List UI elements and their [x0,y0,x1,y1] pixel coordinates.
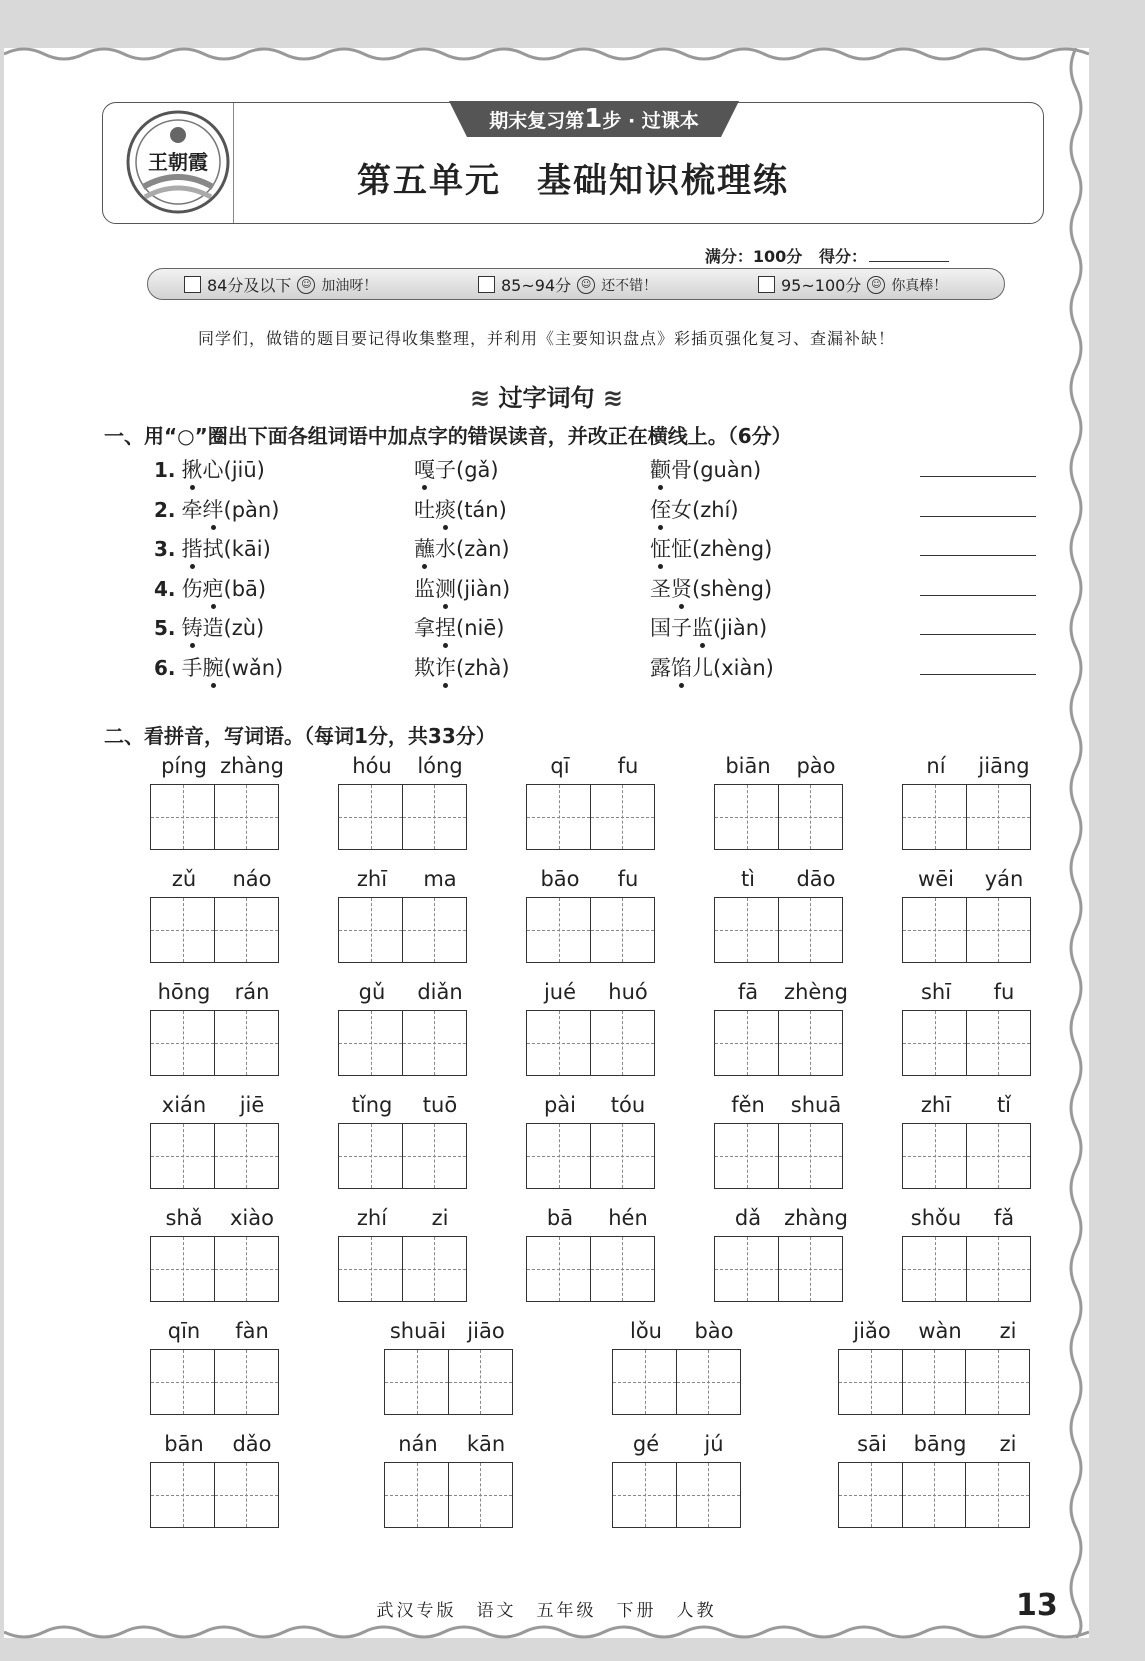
tianzige-box[interactable] [965,1462,1030,1528]
question-1-title: 一、用“○”圈出下面各组词语中加点字的错误读音，并改正在横线上。（6分） [104,424,792,448]
writing-grid [150,1123,277,1189]
word-item [154,494,279,524]
question-2-title: 二、看拼音，写词语。（每词1分，共33分） [104,724,496,748]
pinyin-syllable: dǎo [232,1432,272,1456]
dotted-character: 怔 [650,533,671,563]
writing-grid [902,1010,1029,1076]
word-text: 伤 [181,576,203,601]
writing-grid [338,784,465,850]
answer-line[interactable] [920,634,1036,635]
pinyin-syllable: fàn [235,1319,269,1343]
pinyin-syllable: bāng [913,1432,967,1456]
pinyin-syllable: zhī [356,867,388,891]
answer-line[interactable] [920,555,1036,556]
question-1-row [154,652,1054,682]
tianzige-box[interactable] [338,784,403,850]
wave-icon: ≋ [470,384,491,412]
grade-item [184,273,377,296]
grade-checkbox[interactable] [478,276,495,293]
pinyin-syllable: fěn [731,1093,765,1117]
pinyin-syllable: zǔ [171,867,197,891]
tianzige-box[interactable] [902,1010,967,1076]
grade-comment: 还不错！ [601,277,658,294]
word-text: 国子 [650,616,692,640]
tianzige-box[interactable] [526,784,591,850]
word-text: 监 [414,576,435,601]
pinyin-syllable: jiǎo [853,1319,891,1343]
writing-grid [612,1462,739,1528]
tianzige-box[interactable] [150,1123,215,1189]
tianzige-box[interactable] [902,897,967,963]
tianzige-box[interactable] [966,1010,1031,1076]
word-item [154,612,264,642]
wave-icon: ≋ [602,384,623,412]
pinyin-syllable: wēi [918,867,954,891]
writing-grid [150,784,277,850]
writing-grid [902,1236,1029,1302]
writing-grid [526,897,653,963]
pinyin-syllable: sāi [857,1432,887,1456]
full-score: 满分：100分 [704,247,803,266]
tianzige-box[interactable] [676,1462,741,1528]
writing-grid [150,1462,277,1528]
pinyin-syllable: fu [993,980,1015,1004]
writing-grid [338,1010,465,1076]
word-text: (zhà) [456,655,510,680]
grade-comment: 你真棒！ [891,277,948,294]
banner-step: 1 [584,104,603,134]
word-item [650,612,767,642]
tianzige-box[interactable] [402,1123,467,1189]
tianzige-box[interactable] [966,1123,1031,1189]
pinyin-syllable: tuō [422,1093,458,1117]
dotted-character: 铸 [182,612,203,642]
word-item [650,573,772,603]
tianzige-box[interactable] [902,1236,967,1302]
question-1-row [154,573,1054,603]
tianzige-box[interactable] [612,1349,677,1415]
word-item [650,533,772,563]
word-text: 骨(guàn) [671,458,762,482]
tianzige-box[interactable] [778,1123,843,1189]
pinyin-syllable: hōng [157,980,211,1004]
score-line [705,244,949,267]
pinyin-syllable: zi [999,1432,1017,1456]
writing-grid [714,1236,841,1302]
word-item [414,652,510,682]
pinyin-syllable: dǎ [734,1206,762,1230]
pinyin-syllable: wàn [918,1319,962,1343]
dotted-character: 绊 [203,494,224,524]
pinyin-syllable: hóu [352,754,392,778]
dotted-character: 侄 [650,494,671,524]
tianzige-box[interactable] [448,1349,513,1415]
writing-grid [526,1010,653,1076]
writing-grid [384,1462,511,1528]
dotted-character: 诈 [435,652,456,682]
item-number: 5. [154,616,176,640]
writing-grid [150,1236,277,1302]
word-text: 水(zàn) [435,537,510,561]
item-number: 2. [154,497,176,522]
word-item [154,533,271,563]
tianzige-box[interactable] [902,1462,967,1528]
writing-grid [714,1123,841,1189]
banner-text [449,101,739,137]
pinyin-syllable: bān [164,1432,204,1456]
section-label: 过字词句 [498,384,595,412]
word-item [414,494,507,524]
question-1-row [154,612,1054,642]
page-number: 13 [1016,1588,1058,1623]
writing-grid [338,1123,465,1189]
word-text: (bā) [223,576,267,601]
tianzige-box[interactable] [612,1462,677,1528]
tianzige-box[interactable] [402,784,467,850]
tianzige-box[interactable] [714,1010,779,1076]
footer: 武汉专版 语文 五年级 下册 人教 [376,1601,717,1621]
writing-grid [384,1349,511,1415]
writing-grid [150,897,277,963]
writing-grid [902,897,1029,963]
word-text: 手 [181,655,203,680]
item-number: 4. [154,576,176,601]
word-text: 欺 [414,655,435,680]
tianzige-box[interactable] [150,1010,215,1076]
grade-checkbox[interactable] [184,276,201,293]
tianzige-box[interactable] [526,1010,591,1076]
writing-grid [902,1123,1029,1189]
tianzige-box[interactable] [402,1010,467,1076]
question-1-row [154,454,1054,484]
tianzige-box[interactable] [384,1349,449,1415]
tianzige-box[interactable] [714,784,779,850]
word-text: (niē) [456,616,505,640]
answer-line[interactable] [920,516,1036,517]
wave-border-right [1063,48,1089,1638]
answer-line[interactable] [920,595,1036,596]
pinyin-syllable: zhī [920,1093,952,1117]
word-item [414,573,510,603]
tianzige-box[interactable] [966,897,1031,963]
writing-grid [150,1010,277,1076]
tianzige-box[interactable] [590,1236,655,1302]
pinyin-syllable: diǎn [417,980,463,1004]
pinyin-syllable: tǐng [351,1093,393,1117]
word-item [414,454,499,484]
pinyin-syllable: jiē [239,1093,265,1117]
smile-icon: ☺ [577,276,595,294]
word-text: 吐 [414,497,435,522]
pinyin-syllable: jiāo [467,1319,505,1343]
dotted-character: 测 [435,573,456,603]
tianzige-box[interactable] [590,784,655,850]
pinyin-syllable: zhàng [784,1206,848,1230]
pinyin-syllable: nán [398,1432,438,1456]
tianzige-box[interactable] [714,1236,779,1302]
pinyin-syllable: shǎ [165,1206,203,1230]
pinyin-syllable: ma [423,867,457,891]
writing-grid [526,784,653,850]
dotted-character: 揪 [182,454,203,484]
pinyin-syllable: gé [632,1432,660,1456]
header-box [102,102,1044,224]
tianzige-box[interactable] [778,1236,843,1302]
step-banner [449,101,739,141]
writing-grid [714,784,841,850]
pinyin-syllable: qīn [167,1319,201,1343]
face-icon: ☺ [297,276,315,294]
dotted-character: 监 [692,612,713,642]
pinyin-syllable: bào [694,1319,734,1343]
tianzige-box[interactable] [150,897,215,963]
pinyin-syllable: ní [926,754,946,778]
tianzige-box[interactable] [966,1236,1031,1302]
pinyin-syllable: píng [161,754,207,778]
writing-grid [150,1349,277,1415]
tianzige-box[interactable] [965,1349,1030,1415]
dotted-character: 疤 [203,573,224,603]
tianzige-box[interactable] [448,1462,513,1528]
pinyin-syllable: shī [920,980,952,1004]
grade-item [758,273,947,296]
pinyin-syllable: jué [543,980,577,1004]
dotted-character: 嘎 [414,454,435,484]
tianzige-box[interactable] [676,1349,741,1415]
pinyin-syllable: rán [234,980,270,1004]
tianzige-box[interactable] [402,897,467,963]
word-text: 圣 [650,576,671,601]
pinyin-syllable: huó [608,980,648,1004]
tianzige-box[interactable] [402,1236,467,1302]
word-text: 露 [650,655,671,680]
pinyin-syllable: shǒu [910,1206,962,1230]
pinyin-syllable: tǐ [996,1093,1012,1117]
banner-suffix: 步 · 过课本 [602,110,699,132]
grade-range: 85~94分 [501,276,572,295]
pinyin-syllable: gǔ [358,980,386,1004]
pinyin-syllable: zi [431,1206,449,1230]
pinyin-syllable: pào [796,754,836,778]
tianzige-box[interactable] [714,1123,779,1189]
item-number: 6. [154,655,176,680]
grade-range: 84分及以下 [207,276,292,295]
grade-range: 95~100分 [781,276,862,295]
writing-grid [338,897,465,963]
happy-face-icon: ☺ [867,276,885,294]
word-item [650,652,774,682]
item-number: 1. [154,458,176,482]
pinyin-syllable: fu [617,754,639,778]
tianzige-box[interactable] [338,897,403,963]
dotted-character: 颧 [650,454,671,484]
tianzige-box[interactable] [590,1010,655,1076]
tianzige-box[interactable] [590,897,655,963]
pinyin-syllable: fǎ [993,1206,1015,1230]
dotted-character: 痰 [435,494,456,524]
tianzige-box[interactable] [338,1123,403,1189]
dotted-character: 馅 [671,652,692,682]
writing-grid [838,1462,1029,1528]
word-item [154,573,266,603]
writing-grid [838,1349,1029,1415]
word-item [650,454,761,484]
word-text: 拿 [414,616,435,640]
dotted-character: 揩 [182,533,203,563]
tianzige-box[interactable] [590,1123,655,1189]
writing-grid [338,1236,465,1302]
tianzige-box[interactable] [214,1123,279,1189]
word-item [650,494,739,524]
tianzige-box[interactable] [714,897,779,963]
word-text: 怔(zhèng) [671,537,773,561]
tianzige-box[interactable] [526,1123,591,1189]
question-1-row [154,494,1054,524]
word-text: 造(zù) [202,616,265,640]
pinyin-syllable: bā [546,1206,574,1230]
pinyin-syllable: dāo [796,867,836,891]
instruction-note: 同学们，做错的题目要记得收集整理，并利用《主要知识盘点》彩插页强化复习、查漏补缺！ [197,329,895,348]
tianzige-box[interactable] [150,1462,215,1528]
answer-line[interactable] [920,476,1036,477]
word-text: (jiàn) [456,576,511,601]
word-text: (shèng) [692,576,773,601]
tianzige-box[interactable] [838,1462,903,1528]
pinyin-syllable: tì [740,867,756,891]
pinyin-syllable: náo [232,867,272,891]
pinyin-syllable: lóng [417,754,463,778]
pinyin-syllable: qī [550,754,570,778]
pinyin-syllable: shuāi [389,1319,447,1343]
logo-text: 王朝霞 [148,150,208,174]
wave-border-bottom [4,1622,1089,1642]
word-text: 子(gǎ) [435,458,499,482]
tianzige-box[interactable] [214,1349,279,1415]
tianzige-box[interactable] [902,1123,967,1189]
tianzige-box[interactable] [778,1010,843,1076]
word-text: 女(zhí) [671,497,739,522]
grade-checkbox[interactable] [758,276,775,293]
tianzige-box[interactable] [150,1236,215,1302]
word-item [414,533,510,563]
pinyin-syllable: xiào [230,1206,274,1230]
tianzige-box[interactable] [214,1236,279,1302]
pinyin-syllable: zi [999,1319,1017,1343]
word-text: 儿(xiàn) [692,655,774,680]
pinyin-syllable: zhàng [220,754,284,778]
tianzige-box[interactable] [902,784,967,850]
pinyin-syllable: jú [704,1432,724,1456]
word-text: 拭(kāi) [202,537,271,561]
tianzige-box[interactable] [526,1236,591,1302]
tianzige-box[interactable] [838,1349,903,1415]
tianzige-box[interactable] [214,1010,279,1076]
wave-border-top [4,44,1089,64]
pinyin-syllable: bāo [540,867,580,891]
word-item [414,612,504,642]
writing-grid [612,1349,739,1415]
banner-prefix: 期末复习第 [489,110,585,132]
score-blank[interactable] [869,261,949,262]
pinyin-syllable: xián [161,1093,207,1117]
pinyin-syllable: zhí [356,1206,388,1230]
tianzige-box[interactable] [214,784,279,850]
grade-item [478,273,657,296]
tianzige-box[interactable] [150,1349,215,1415]
word-text: (wǎn) [223,655,284,680]
tianzige-box[interactable] [778,784,843,850]
word-text: (pàn) [223,497,280,522]
tianzige-box[interactable] [778,897,843,963]
tianzige-box[interactable] [150,784,215,850]
writing-grid [526,1236,653,1302]
tianzige-box[interactable] [384,1462,449,1528]
writing-grid [526,1123,653,1189]
word-text: (tán) [456,497,507,522]
pinyin-syllable: biān [725,754,771,778]
pinyin-syllable: lǒu [630,1319,662,1343]
pinyin-syllable: zhèng [784,980,848,1004]
dotted-character: 腕 [203,652,224,682]
pinyin-syllable: pài [543,1093,577,1117]
got-score-label: 得分： [818,247,867,266]
pinyin-syllable: fā [737,980,759,1004]
word-item [154,454,265,484]
tianzige-box[interactable] [966,784,1031,850]
writing-grid [714,1010,841,1076]
pinyin-syllable: tóu [610,1093,646,1117]
word-text: 心(jiū) [202,458,265,482]
dotted-character: 捏 [435,612,456,642]
answer-line[interactable] [920,674,1036,675]
tianzige-box[interactable] [338,1236,403,1302]
dotted-character: 蘸 [414,533,435,563]
grade-bar [147,268,1005,300]
pinyin-syllable: hén [608,1206,648,1230]
worksheet-page [4,48,1089,1638]
writing-grid [902,784,1029,850]
item-number: 3. [154,537,176,561]
question-1-row [154,533,1054,563]
tianzige-box[interactable] [338,1010,403,1076]
dotted-character: 贤 [671,573,692,603]
unit-title: 第五单元 基础知识梳理练 [357,161,789,201]
pinyin-syllable: fu [617,867,639,891]
grade-comment: 加油呀！ [321,277,378,294]
tianzige-box[interactable] [902,1349,967,1415]
word-text: 牵 [181,497,203,522]
pinyin-syllable: jiāng [978,754,1030,778]
pinyin-syllable: kān [466,1432,506,1456]
tianzige-box[interactable] [214,1462,279,1528]
section-title [4,378,1089,413]
word-text: (jiàn) [713,616,768,640]
pinyin-syllable: shuā [790,1093,842,1117]
word-item [154,652,283,682]
tianzige-box[interactable] [526,897,591,963]
pinyin-syllable: yán [984,867,1024,891]
writing-grid [714,897,841,963]
tianzige-box[interactable] [214,897,279,963]
